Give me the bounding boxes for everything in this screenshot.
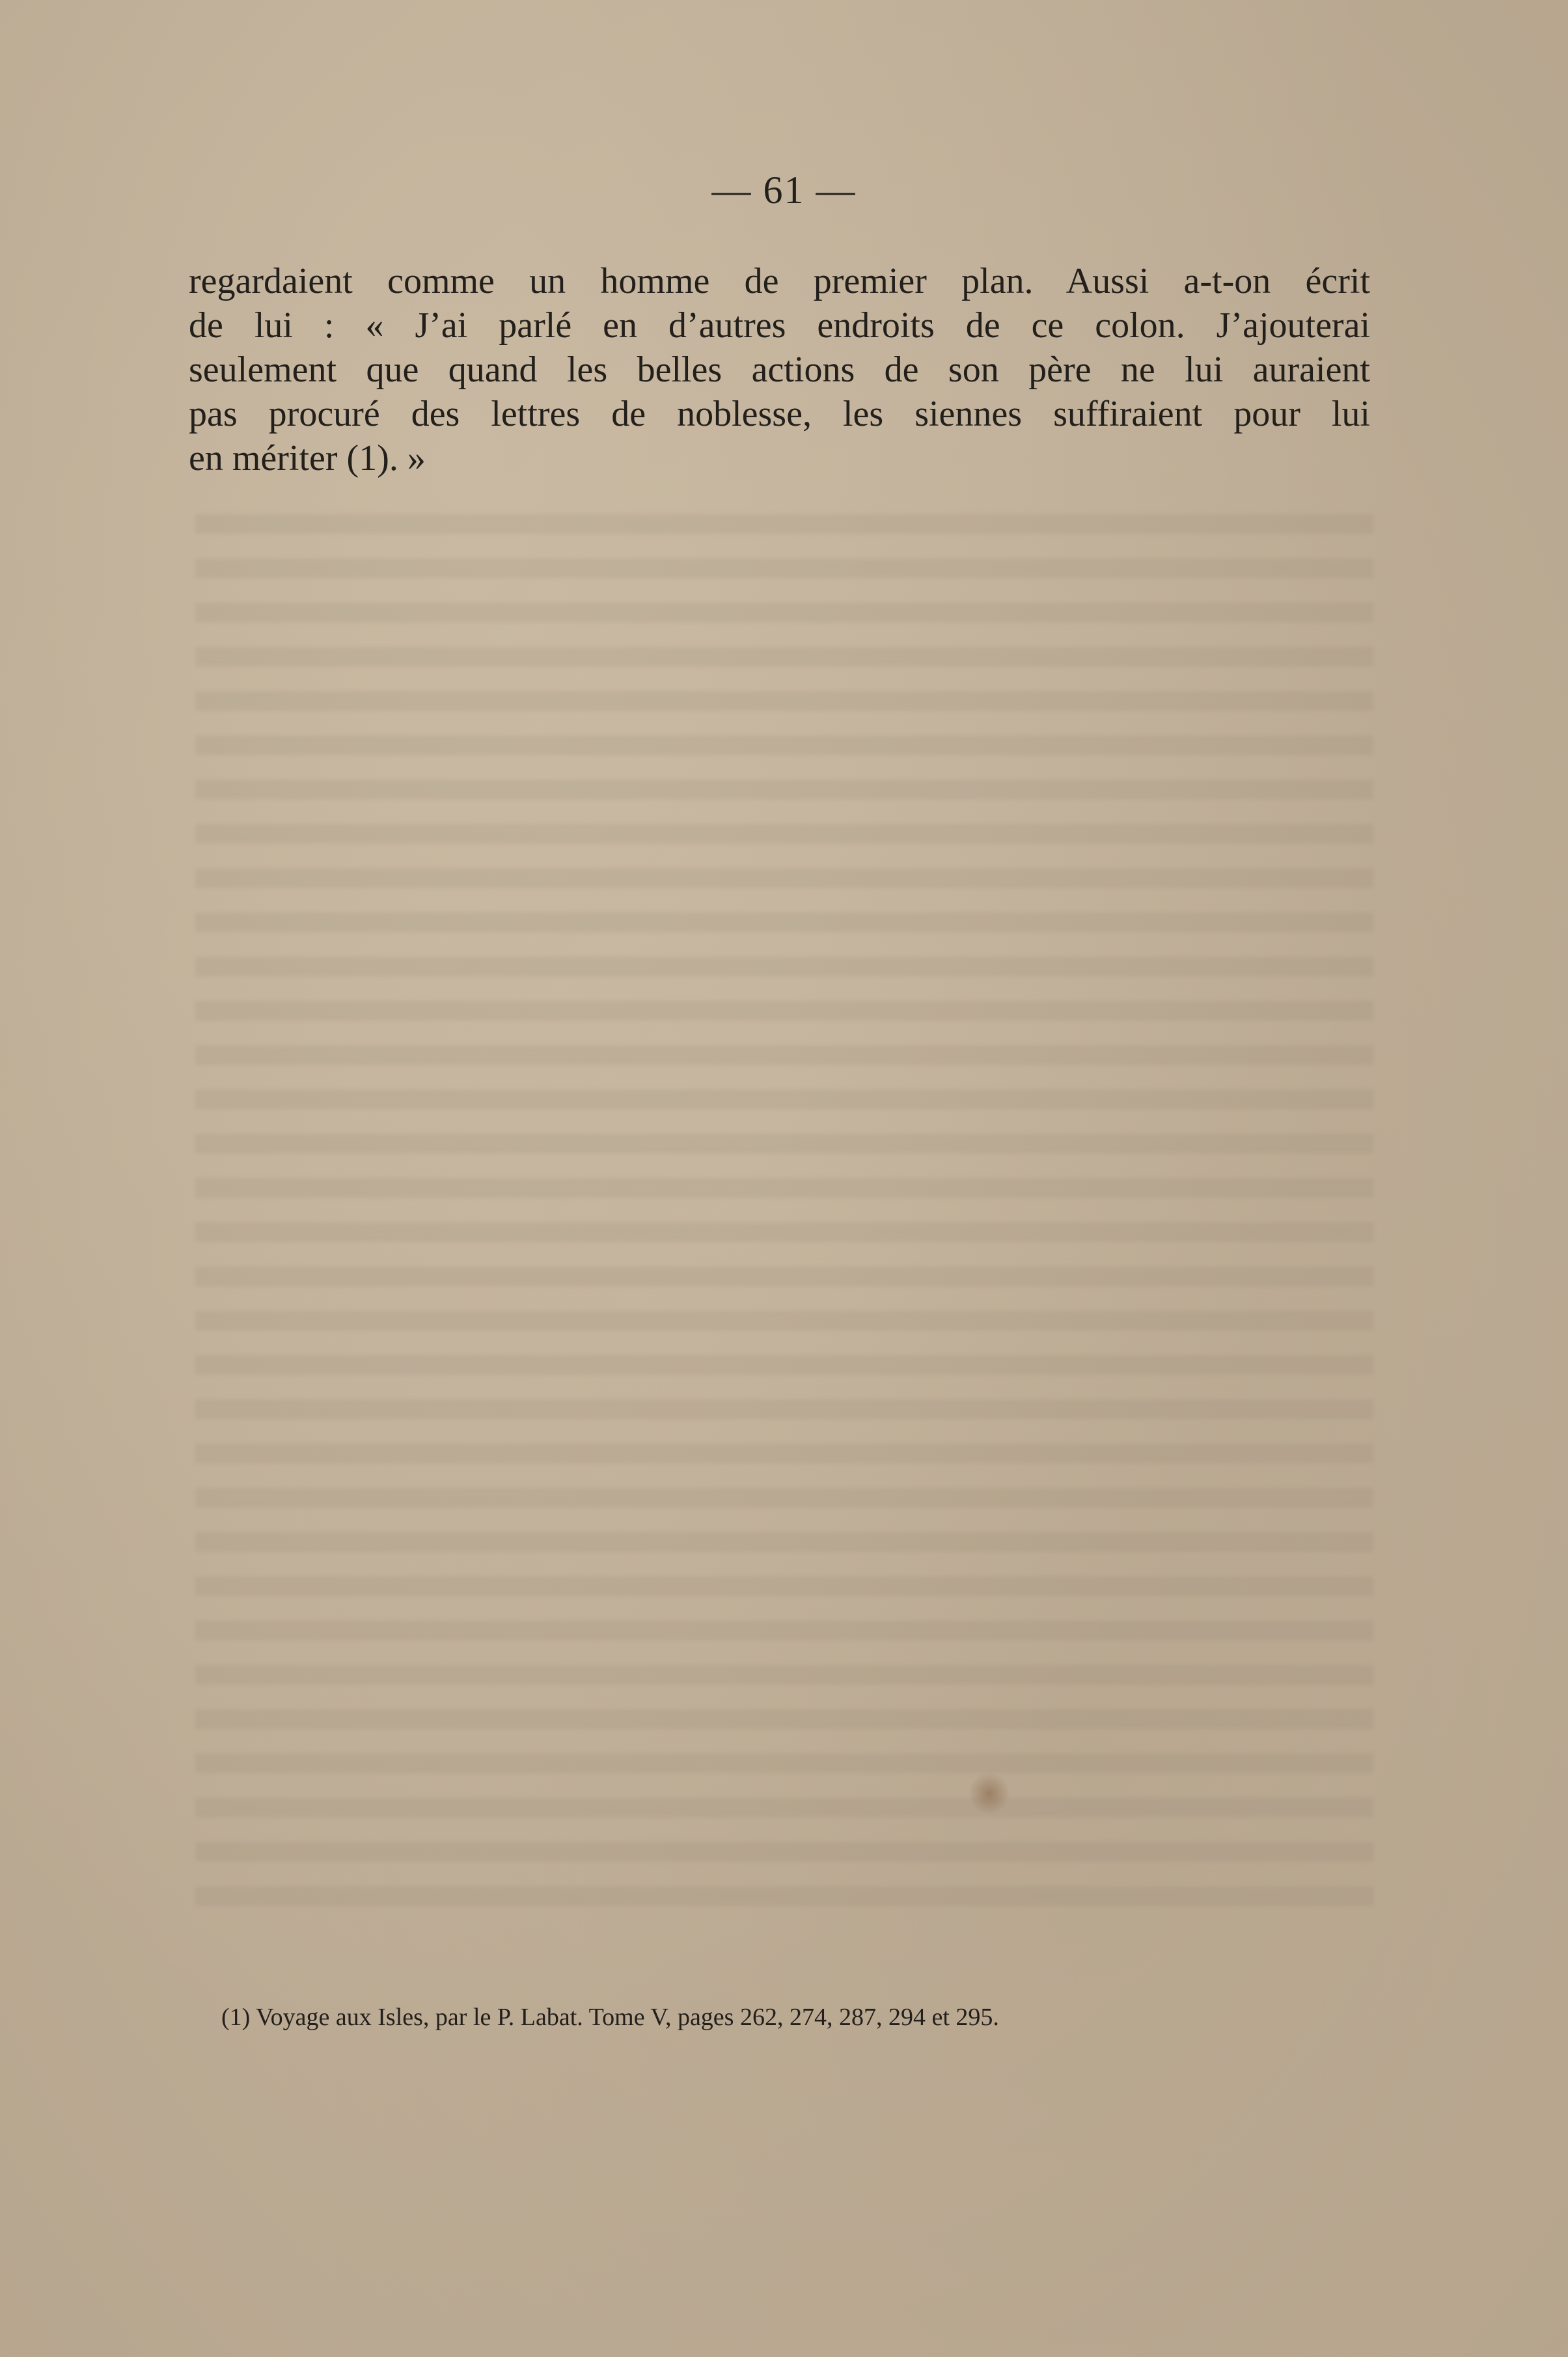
paragraph-line-1: regardaient comme un homme de premier plan. Aussi a-t-on écrit bbox=[189, 261, 1370, 301]
paragraph bbox=[189, 259, 1370, 480]
page-number: — 61 — bbox=[711, 169, 857, 212]
paragraph-line-5: en mériter (1). » bbox=[189, 438, 426, 478]
paragraph-line-3: seulement que quand les belles actions de son père ne lui auraient bbox=[189, 350, 1370, 390]
bleed-through-texture bbox=[195, 514, 1373, 1920]
paper-stain bbox=[970, 1771, 1009, 1816]
footnote: (1) Voyage aux Isles, par le P. Labat. Tome V, pages 262, 274, 287, 294 et 295. bbox=[221, 2004, 999, 2031]
paragraph-line-2: de lui : « J’ai parlé en d’autres endroits de ce colon. J’ajouterai bbox=[189, 305, 1370, 346]
paragraph-line-4: pas procuré des lettres de noblesse, les siennes suffiraient pour lui bbox=[189, 394, 1370, 434]
